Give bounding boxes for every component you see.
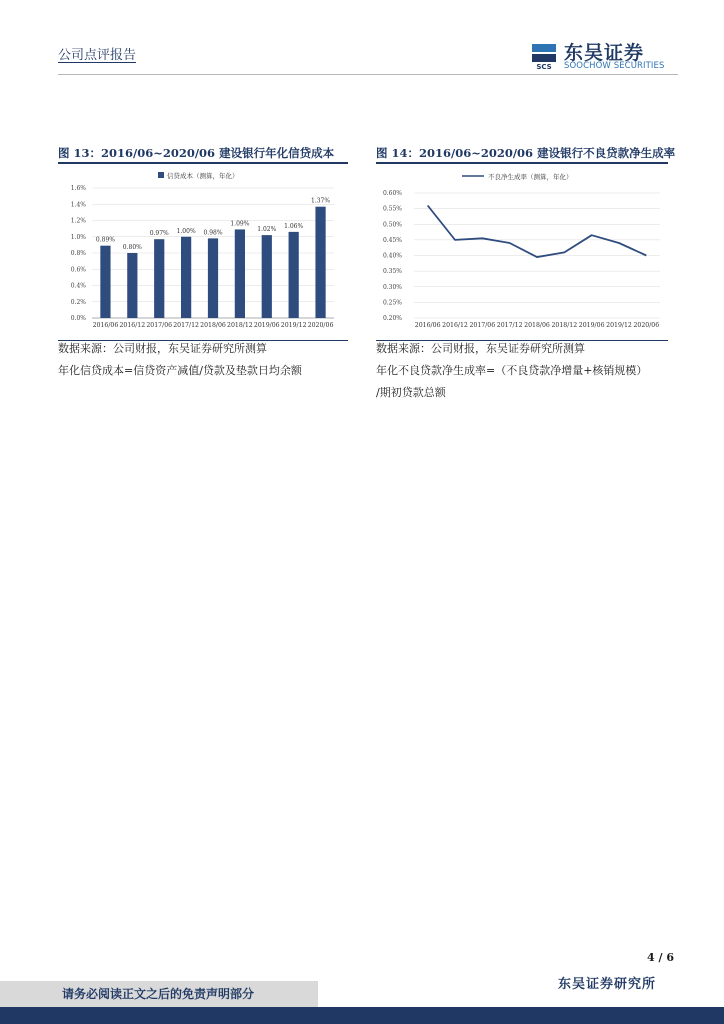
bar-value-label: 1.06% xyxy=(284,222,304,230)
x-tick-label: 2016/12 xyxy=(119,322,146,329)
bar xyxy=(181,237,191,318)
disclaimer-link[interactable]: 请务必阅读正文之后的免责声明部分 xyxy=(62,987,255,1001)
series-line xyxy=(428,206,647,258)
legend-swatch xyxy=(158,172,164,178)
x-tick-label: 2017/06 xyxy=(146,322,173,329)
y-tick-label: 0.30% xyxy=(382,283,402,291)
x-tick-label: 2017/12 xyxy=(496,322,523,329)
figure-14-line-chart xyxy=(376,166,668,334)
report-type-label: 公司点评报告 xyxy=(58,48,137,63)
bar xyxy=(100,246,110,318)
logo-mark-icon xyxy=(528,40,560,70)
y-tick-label: 0.35% xyxy=(382,268,402,276)
x-tick-label: 2017/06 xyxy=(469,322,496,329)
y-tick-label: 0.8% xyxy=(70,250,86,257)
y-tick-label: 1.6% xyxy=(70,185,86,192)
header-divider xyxy=(58,74,678,75)
x-tick-label: 2016/06 xyxy=(414,322,441,329)
y-tick-label: 0.45% xyxy=(382,236,402,244)
figure-14-note-line-2: /期初贷款总额 xyxy=(376,386,446,399)
bar-value-label: 0.97% xyxy=(149,230,169,238)
bar xyxy=(315,207,325,318)
bar xyxy=(289,232,299,318)
bar xyxy=(127,253,137,318)
y-tick-label: 0.6% xyxy=(70,266,86,274)
y-tick-label: 0.2% xyxy=(70,298,86,306)
page-number: 4 / 6 xyxy=(647,951,674,964)
figure-13-bar-chart xyxy=(58,166,348,334)
y-tick-label: 1.2% xyxy=(70,217,86,225)
x-tick-label: 2020/06 xyxy=(633,322,660,329)
bar xyxy=(235,229,245,318)
bar-value-label: 1.02% xyxy=(257,226,277,234)
research-institute-name: 东吴证券研究所 xyxy=(557,977,656,992)
x-tick-label: 2018/12 xyxy=(551,322,578,329)
y-tick-label: 0.25% xyxy=(382,299,402,307)
x-tick-label: 2018/06 xyxy=(524,322,550,329)
y-tick-label: 0.60% xyxy=(382,190,402,197)
bar-value-label: 1.09% xyxy=(230,220,250,228)
figure-14-source: 数据来源：公司财报，东吴证券研究所测算 xyxy=(376,342,585,355)
x-tick-label: 2018/06 xyxy=(200,322,226,329)
y-tick-label: 1.4% xyxy=(70,201,86,209)
logo-english-name: SOOCHOW SECURITIES xyxy=(564,61,665,71)
figure-14-title: 图 14：2016/06~2020/06 建设银行不良贷款净生成率 xyxy=(376,146,676,160)
figure-13-title: 图 13：2016/06~2020/06 建设银行年化信贷成本 xyxy=(58,146,335,160)
x-tick-label: 2016/12 xyxy=(442,322,468,329)
figure-13-top-rule xyxy=(58,162,348,164)
logo-chinese-name: 东吴证券 xyxy=(564,42,645,64)
x-tick-label: 2017/12 xyxy=(173,322,199,329)
x-tick-label: 2019/12 xyxy=(606,322,632,329)
figure-14-note-line-1: 年化不良贷款净生成率=（不良贷款净增量+核销规模） xyxy=(376,364,648,377)
company-logo xyxy=(528,38,678,72)
bar-value-label: 0.98% xyxy=(203,229,223,237)
figure-13-source: 数据来源：公司财报，东吴证券研究所测算 xyxy=(58,342,267,355)
y-tick-label: 0.20% xyxy=(382,315,402,322)
bar-value-label: 0.80% xyxy=(122,244,142,251)
legend-label: 不良净生成率（测算，年化） xyxy=(488,173,573,181)
figure-13-note: 年化信贷成本=信贷资产减值/贷款及垫款日均余额 xyxy=(58,364,302,377)
figure-14-top-rule xyxy=(376,162,668,164)
y-tick-label: 1.0% xyxy=(70,233,86,241)
y-tick-label: 0.55% xyxy=(382,205,402,213)
svg-text:SCS: SCS xyxy=(536,63,552,70)
y-tick-label: 0.50% xyxy=(382,221,402,229)
legend-label: 信贷成本（测算，年化） xyxy=(167,172,239,180)
bar-value-label: 0.89% xyxy=(95,236,115,244)
x-tick-label: 2016/06 xyxy=(92,322,119,329)
x-tick-label: 2019/06 xyxy=(578,322,605,329)
bar xyxy=(208,238,218,318)
y-tick-label: 0.0% xyxy=(70,315,86,322)
x-tick-label: 2018/12 xyxy=(227,322,253,329)
bar xyxy=(262,235,272,318)
x-tick-label: 2019/12 xyxy=(280,322,307,329)
x-tick-label: 2020/06 xyxy=(307,322,334,329)
footer-bar xyxy=(0,1007,724,1024)
bar-value-label: 1.00% xyxy=(176,227,196,235)
bar-value-label: 1.37% xyxy=(311,197,331,205)
y-tick-label: 0.4% xyxy=(70,282,86,290)
bar xyxy=(154,239,164,318)
y-tick-label: 0.40% xyxy=(382,252,402,260)
x-tick-label: 2019/06 xyxy=(253,322,280,329)
